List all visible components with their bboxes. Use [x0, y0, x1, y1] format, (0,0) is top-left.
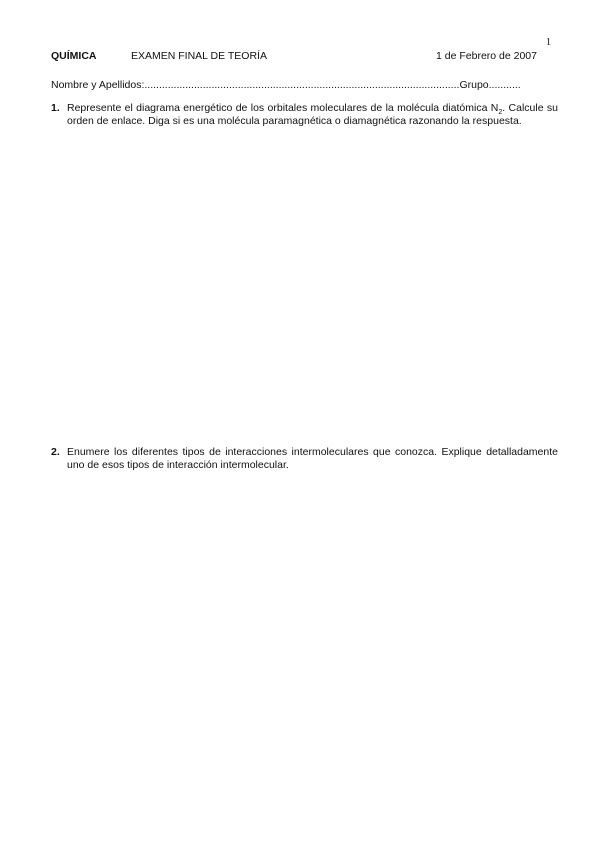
- page-number: 1: [546, 37, 551, 48]
- question-text-part: . Calcule su orden de enlace. Diga si es una molécula paramagnética o diamagnética razonando la respuesta.: [67, 102, 559, 127]
- question-2: [51, 446, 558, 472]
- exam-date: 1 de Febrero de 2007: [436, 50, 537, 62]
- question-number: 2.: [51, 446, 60, 458]
- question-text: Enumere los diferentes tipos de interacciones intermoleculares que conozca. Explique detalladamente uno de esos tipos de interacción intermolecular.: [67, 446, 558, 471]
- exam-title: EXAMEN FINAL DE TEORÍA: [131, 50, 267, 62]
- subject-title: QUÍMICA: [51, 50, 97, 62]
- question-1: [51, 102, 558, 128]
- subscript: 2: [498, 109, 503, 117]
- question-number: 1.: [51, 102, 60, 114]
- student-name-group-line: Nombre y Apellidos:............................................................................................................Grupo...........: [51, 79, 521, 91]
- exam-header: [51, 50, 551, 64]
- question-text: [67, 102, 558, 128]
- question-text-part: Represente el diagrama energético de los orbitales moleculares de la molécula diatómica N: [67, 102, 499, 114]
